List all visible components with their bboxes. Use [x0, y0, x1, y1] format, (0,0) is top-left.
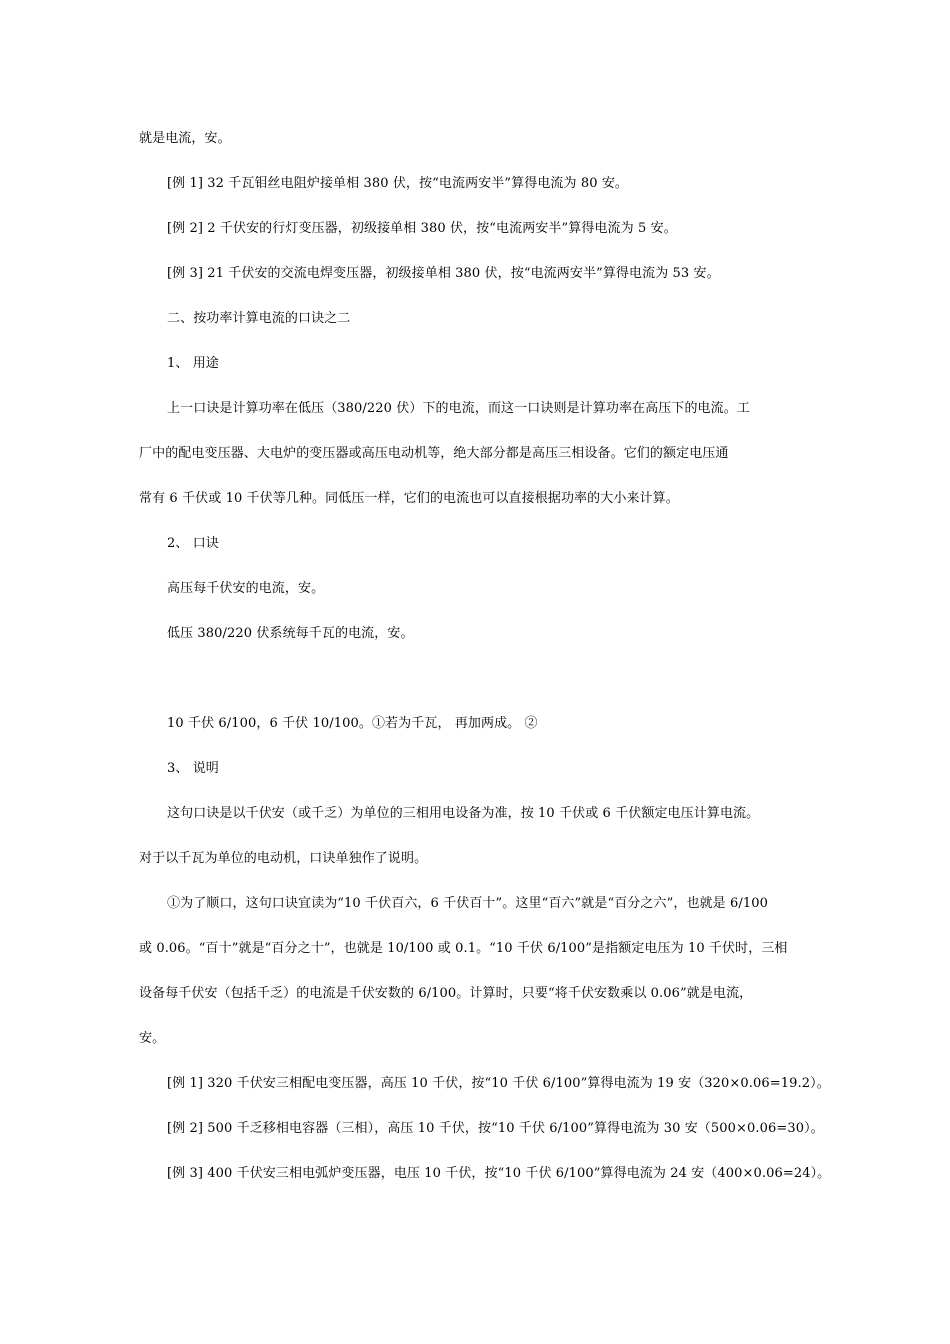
note-1-line-4: 安。 — [139, 1031, 166, 1046]
usage-paragraph-line-2: 厂中的配电变压器、大电炉的变压器或高压电动机等，绝大部分都是高压三相设备。它们的额定电压通 — [139, 446, 729, 461]
paragraph-continuation: 就是电流，安。 — [139, 131, 231, 146]
usage-paragraph-line-3: 常有 6 千伏或 10 千伏等几种。同低压一样，它们的电流也可以直接根据功率的大小来计算。 — [139, 491, 679, 506]
example-4-text: [例 1] 320 千伏安三相配电变压器，高压 10 千伏，按“10 千伏 6/100”算得电流为 19 安（320×0.06=19.2）。 — [167, 1076, 830, 1091]
subheading-usage: 1、 用途 — [167, 356, 219, 371]
formula-line-1: 高压每千伏安的电流，安。 — [167, 581, 325, 596]
explanation-line-2: 对于以千瓦为单位的电动机，口诀单独作了说明。 — [139, 851, 428, 866]
example-1-text: [例 1] 32 千瓦钼丝电阻炉接单相 380 伏，按“电流两安半”算得电流为 80 安。 — [167, 176, 629, 191]
note-1-line-1: ①为了顺口，这句口诀宜读为“10 千伏百六，6 千伏百十”。这里“百六”就是“百分之六”，也就是 6/100 — [167, 896, 768, 911]
example-5-text: [例 2] 500 千乏移相电容器（三相），高压 10 千伏，按“10 千伏 6/100”算得电流为 30 安（500×0.06=30）。 — [167, 1121, 824, 1136]
note-1-line-3: 设备每千伏安（包括千乏）的电流是千伏安数的 6/100。计算时，只要“将千伏安数乘以 0.06”就是电流， — [139, 986, 753, 1001]
example-6-text: [例 3] 400 千伏安三相电弧炉变压器，电压 10 千伏，按“10 千伏 6/100”算得电流为 24 安（400×0.06=24）。 — [167, 1166, 831, 1181]
formula-line-3: 10 千伏 6/100，6 千伏 10/100。①若为千瓦， 再加两成。 ② — [167, 716, 538, 731]
usage-paragraph-line-1: 上一口诀是计算功率在低压（380/220 伏）下的电流，而这一口诀则是计算功率在高压下的电流。工 — [167, 401, 750, 416]
section-heading: 二、按功率计算电流的口诀之二 — [167, 311, 351, 326]
subheading-explanation: 3、 说明 — [167, 761, 219, 776]
example-3-text: [例 3] 21 千伏安的交流电焊变压器，初级接单相 380 伏，按“电流两安半”算得电流为 53 安。 — [167, 266, 720, 281]
note-1-line-2: 或 0.06。“百十”就是“百分之十”，也就是 10/100 或 0.1。“10 千伏 6/100”是指额定电压为 10 千伏时，三相 — [139, 941, 788, 956]
formula-line-2: 低压 380/220 伏系统每千瓦的电流，安。 — [167, 626, 414, 641]
subheading-formula: 2、 口诀 — [167, 536, 219, 551]
explanation-line-1: 这句口诀是以千伏安（或千乏）为单位的三相用电设备为准，按 10 千伏或 6 千伏额定电压计算电流。 — [167, 806, 760, 821]
example-2-text: [例 2] 2 千伏安的行灯变压器，初级接单相 380 伏，按“电流两安半”算得电流为 5 安。 — [167, 221, 677, 236]
